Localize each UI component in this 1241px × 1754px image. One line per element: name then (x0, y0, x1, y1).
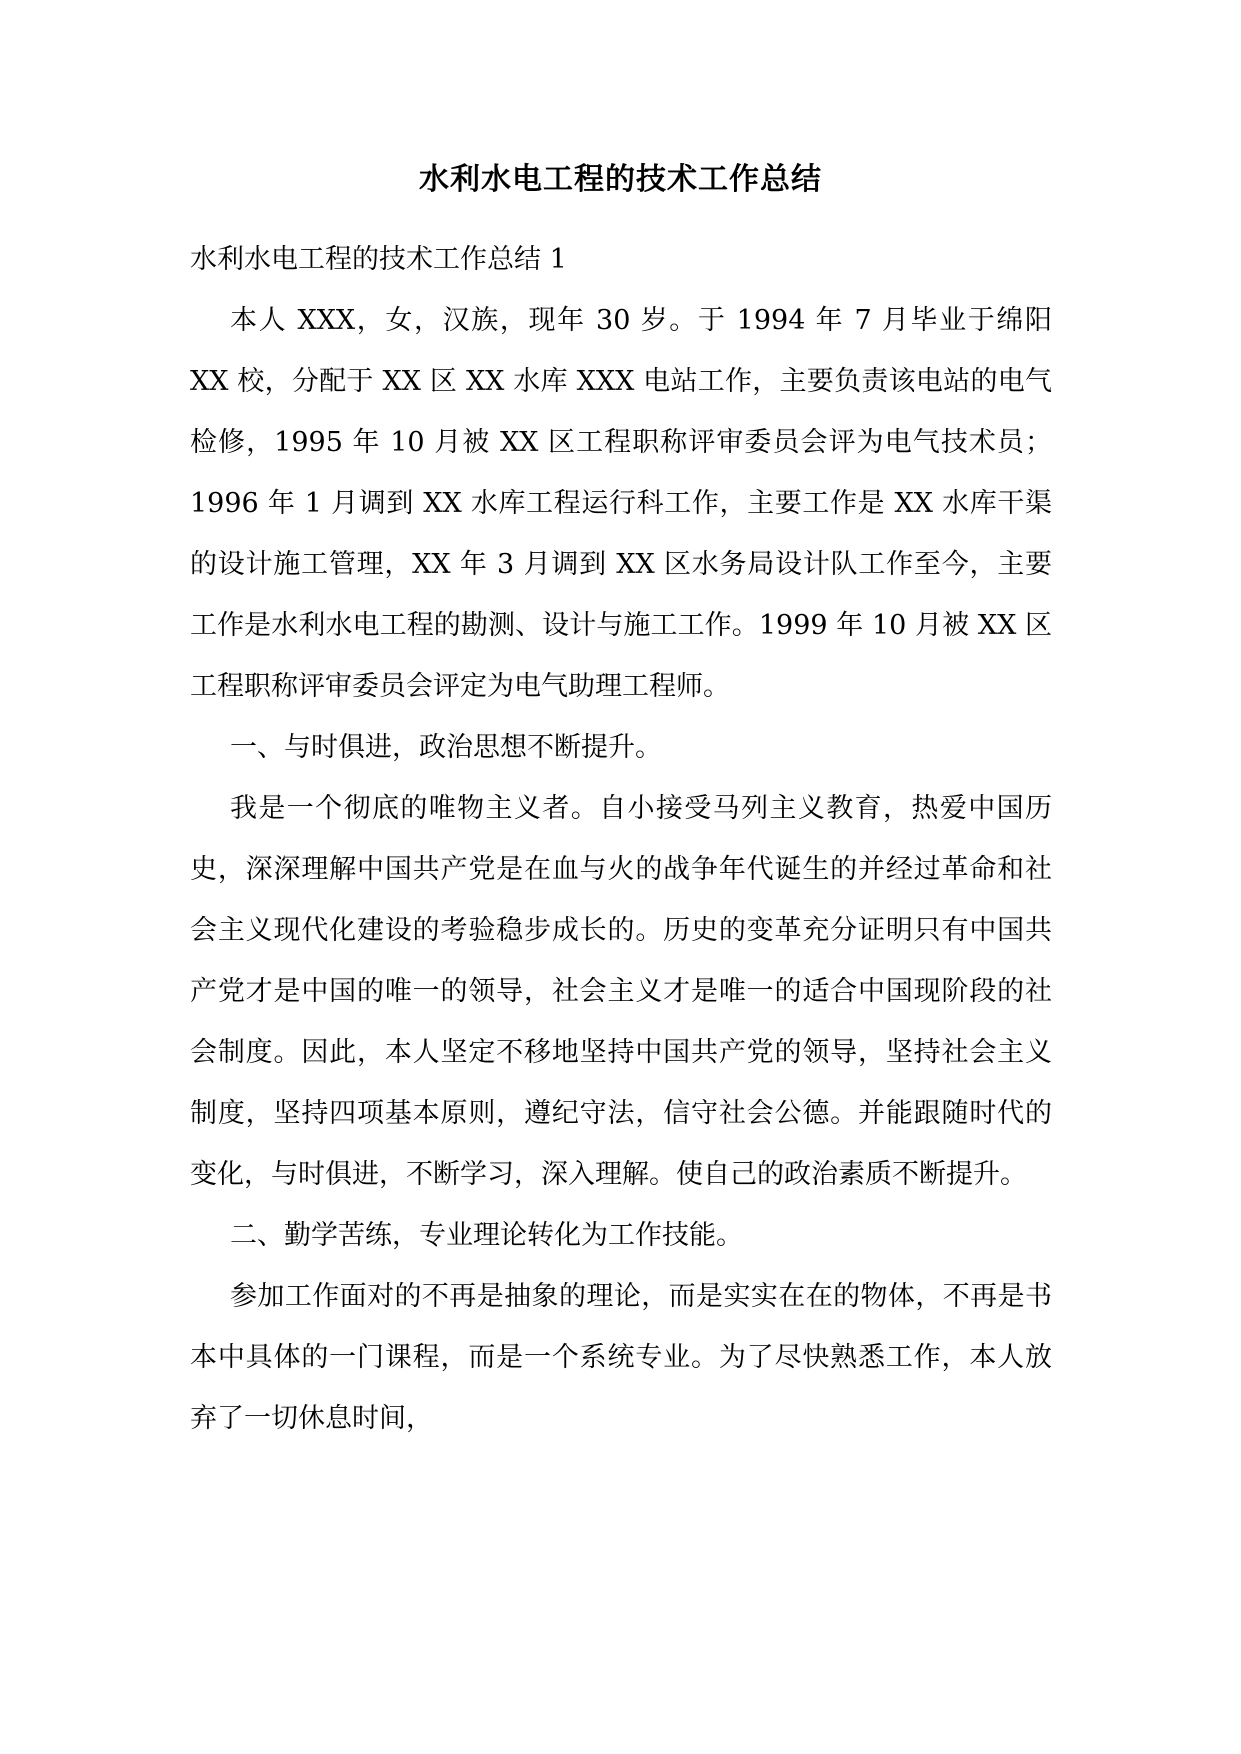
section-heading-political: 一、与时俱进，政治思想不断提升。 (230, 732, 662, 763)
document-subtitle: 水利水电工程的技术工作总结 1 (190, 244, 567, 275)
section-heading-professional: 二、勤学苦练，专业理论转化为工作技能。 (230, 1220, 743, 1251)
document-title: 水利水电工程的技术工作总结 (419, 162, 822, 197)
paragraph-personal-profile: 本人 XXX，女，汉族，现年 30 岁。于 1994 年 7 月毕业于绵阳 XX 校，分配于 XX 区 XX 水库 XXX 电站工作，主要负责该电站的电气检修，1995 年 10 月被 XX 区工程职称评审委员会评为电气技术员；1996 年 1 月调到 XX 水库工程运行科工作，主要工作是 XX 水库干渠的设计施工管理，XX 年 3 月调到 XX 区水务局设计队工作至今，主要工作是水利水电工程的勘测、设计与施工工作。1999 年 10 月被 XX 区工程职称评审委员会评定为电气助理工程师。 (190, 305, 1052, 702)
paragraph-political-thought: 我是一个彻底的唯物主义者。自小接受马列主义教育，热爱中国历史，深深理解中国共产党是在血与火的战争年代诞生的并经过革命和社会主义现代化建设的考验稳步成长的。历史的变革充分证明只有中国共产党才是中国的唯一的领导，社会主义才是唯一的适合中国现阶段的社会制度。因此，本人坚定不移地坚持中国共产党的领导，坚持社会主义制度，坚持四项基本原则，遵纪守法，信守社会公德。并能跟随时代的变化，与时俱进，不断学习，深入理解。使自己的政治素质不断提升。 (190, 793, 1052, 1190)
paragraph-work-skills: 参加工作面对的不再是抽象的理论，而是实实在在的物体，不再是书本中具体的一门课程，而是一个系统专业。为了尽快熟悉工作，本人放弃了一切休息时间， (190, 1281, 1052, 1434)
document-body (190, 229, 1052, 1449)
